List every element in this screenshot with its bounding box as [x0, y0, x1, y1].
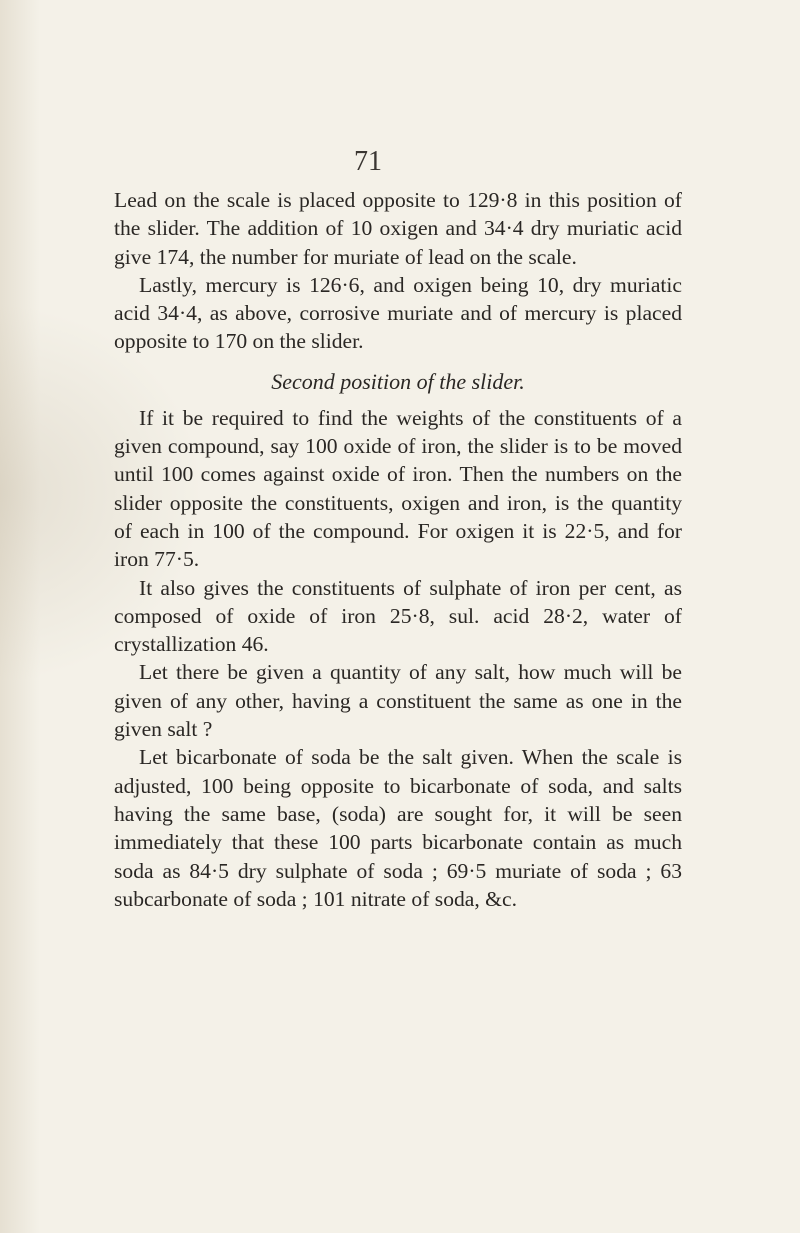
paragraph-lead-muriate: Lead on the scale is placed opposite to 129·8 in this position of the slider. The addition of 10 oxigen and 34·4 dry muriatic acid give 174, the number for muriate of lead on the scale.: [114, 188, 682, 269]
paragraph-oxide-of-iron: If it be required to find the weights of the constituents of a given compound, say 100 oxide of iron, the slider is to be moved until 100 comes against oxide of iron. Then the numbers on the slider opposite the constituents, oxigen and iron, is the quantity of each in 100 of the compound. For oxigen it is 22·5, and for iron 77·5.: [114, 405, 682, 572]
paragraph-bicarbonate-of-soda: Let bicarbonate of soda be the salt given. When the scale is adjusted, 100 being opposite to bicarbonate of soda, and salts having the same base, (soda) are sought for, it will be seen immediately that these 100 parts bicarbonate contain as much soda as 84·5 dry sulphate of soda ; 69·5 muriate of soda ; 63 subcarbonate of soda ; 101 nitrate of soda, &c.: [114, 745, 682, 911]
paragraph-given-salt-question: Let there be given a quantity of any salt, how much will be given of any other, having a constituent the same as one in the given salt ?: [114, 660, 682, 742]
paragraph-sulphate-of-iron: It also gives the constituents of sulphate of iron per cent, as composed of oxide of iron 25·8, sul. acid 28·2, water of crystallization 46.: [114, 575, 682, 657]
section-heading: Second position of the slider.: [271, 368, 525, 394]
page-number: 71: [354, 146, 382, 177]
paragraph-mercury-muriate: Lastly, mercury is 126·6, and oxigen being 10, dry muriatic acid 34·4, as above, corrosive muriate and of mercury is placed opposite to 170 on the slider.: [114, 272, 682, 354]
body-text: [114, 186, 682, 913]
